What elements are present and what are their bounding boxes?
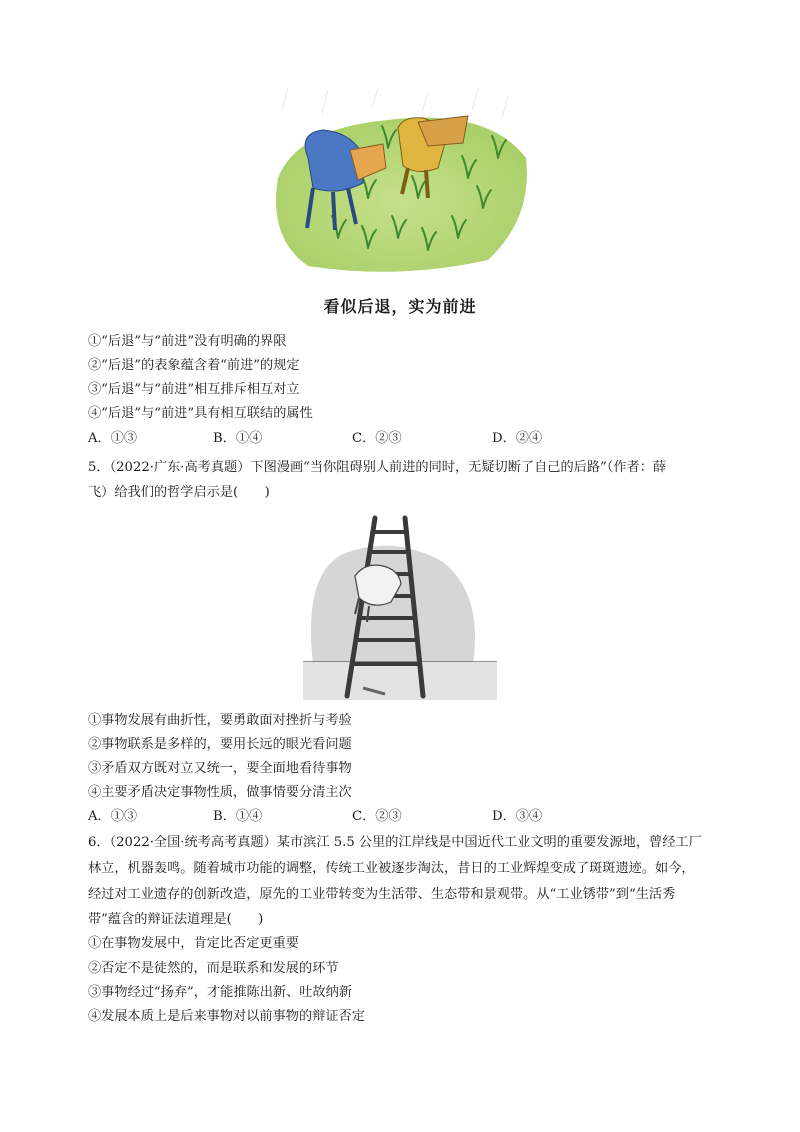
q5-statement-2: ②事物联系是多样的，要用长远的眼光看问题	[88, 737, 352, 752]
q6-statement-1: ①在事物发展中，肯定比否定更重要	[88, 936, 299, 951]
q4-option-a[interactable]: A．①③	[88, 431, 138, 446]
q4-statement-1: ①“后退”与“前进”没有明确的界限	[88, 334, 287, 349]
rice-planting-illustration	[268, 88, 533, 280]
q4-statement-3: ③“后退”与“前进”相互排斥相互对立	[88, 382, 300, 397]
q5-stem-line1: 5．（2022·广东·高考真题）下图漫画“当你阻碍别人前进的同时，无疑切断了自己的后路”（作者：薛	[88, 460, 667, 475]
q6-statement-2: ②否定不是徒然的，而是联系和发展的环节	[88, 961, 339, 976]
q5-stem-line2: 飞）给我们的哲学启示是( )	[88, 485, 270, 500]
ladder-cartoon	[303, 514, 497, 700]
q5-option-c[interactable]: C．②③	[352, 809, 402, 824]
q6-stem-line1: 6．（2022·全国·统考高考真题）某市滨江 5.5 公里的江岸线是中国近代工业文明的重要发源地，曾经工厂	[88, 835, 702, 850]
figure1-caption: 看似后退，实为前进	[323, 297, 477, 316]
q5-option-b[interactable]: B．①④	[213, 809, 263, 824]
q4-statement-2: ②“后退”的表象蕴含着“前进”的规定	[88, 358, 300, 373]
q4-option-c[interactable]: C．②③	[352, 431, 402, 446]
q6-stem-line2: 林立，机器轰鸣。随着城市功能的调整，传统工业被逐步淘汰，昔日的工业辉煌变成了斑斑遗迹。如今，	[88, 861, 695, 876]
q4-option-d[interactable]: D．②④	[492, 431, 543, 446]
q6-statement-3: ③事物经过“扬弃”，才能推陈出新、吐故纳新	[88, 985, 353, 1000]
q5-statement-4: ④主要矛盾决定事物性质，做事情要分清主次	[88, 785, 352, 800]
q4-option-b[interactable]: B．①④	[213, 431, 263, 446]
q6-statement-4: ④发展本质上是后来事物对以前事物的辩证否定	[88, 1009, 365, 1024]
q4-statement-4: ④“后退”与“前进”具有相互联结的属性	[88, 406, 313, 421]
q6-stem-line3: 经过对工业遗存的创新改造，原先的工业带转变为生活带、生态带和景观带。从“工业锈带”到“生活秀	[88, 887, 676, 902]
q6-stem-line4: 带”蕴含的辩证法道理是( )	[88, 912, 264, 927]
q5-option-d[interactable]: D．③④	[492, 809, 543, 824]
q5-statement-1: ①事物发展有曲折性，要勇敢面对挫折与考验	[88, 713, 352, 728]
q5-statement-3: ③矛盾双方既对立又统一，要全面地看待事物	[88, 761, 352, 776]
q5-option-a[interactable]: A．①③	[88, 809, 138, 824]
